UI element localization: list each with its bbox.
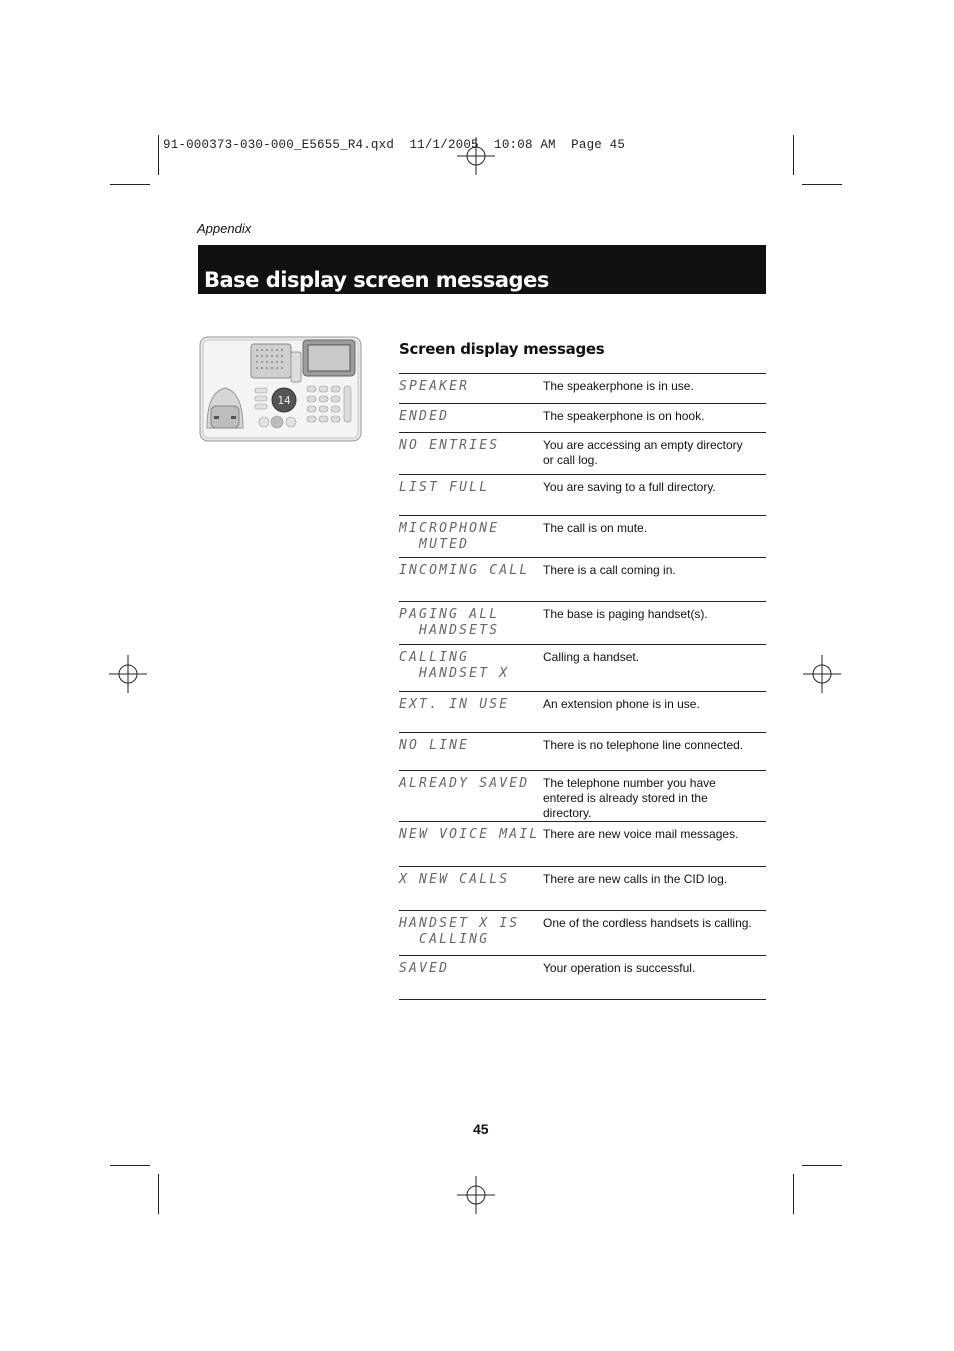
registration-mark-icon [803,655,841,693]
display-message-description: An extension phone is in use. [543,692,766,733]
table-row [399,771,766,822]
crop-mark [110,1165,150,1166]
display-message-description: The base is paging handset(s). [543,602,766,645]
crop-mark [110,184,150,185]
table-row [399,558,766,602]
table-row [399,867,766,911]
display-message-code: HANDSET X IS CALLING [399,911,543,956]
page-number: 45 [473,1121,489,1137]
phone-base-image [199,336,362,442]
messages-table [399,373,766,1000]
crop-mark [793,1174,794,1214]
print-slug: 91-000373-030-000_E5655_R4.qxd 11/1/2005 10:08 AM Page 45 [163,138,626,152]
table-row [399,433,766,475]
display-message-code: NO ENTRIES [399,433,543,475]
crop-mark [158,1174,159,1214]
display-message-code: SAVED [399,956,543,1000]
display-message-description: Your operation is successful. [543,956,766,1000]
registration-mark-icon [457,1176,495,1214]
display-message-description: There are new voice mail messages. [543,822,766,867]
display-message-code: SPEAKER [399,374,543,404]
display-message-code: NEW VOICE MAIL [399,822,543,867]
registration-mark-icon [109,655,147,693]
display-message-description: The call is on mute. [543,516,766,558]
display-message-description: Calling a handset. [543,645,766,692]
section-subheading: Screen display messages [399,340,605,358]
crop-mark [802,184,842,185]
display-message-code: X NEW CALLS [399,867,543,911]
crop-mark [793,135,794,175]
phone-display-digits: 14 [277,394,291,407]
display-message-description: There is no telephone line connected. [543,733,766,771]
display-message-description: One of the cordless handsets is calling. [543,911,766,956]
title-bar [198,245,766,294]
display-message-code: CALLING HANDSET X [399,645,543,692]
table-row [399,822,766,867]
table-row [399,645,766,692]
display-message-code: ALREADY SAVED [399,771,543,822]
table-row [399,602,766,645]
crop-mark [158,135,159,175]
display-message-code: PAGING ALL HANDSETS [399,602,543,645]
section-label: Appendix [197,221,252,236]
table-row [399,374,766,404]
table-row [399,516,766,558]
display-message-description: The speakerphone is on hook. [543,404,766,433]
display-message-code: INCOMING CALL [399,558,543,602]
table-row [399,911,766,956]
display-message-description: There is a call coming in. [543,558,766,602]
display-message-description: The telephone number you have entered is already stored in the directory. [543,771,766,822]
table-row [399,475,766,516]
display-message-description: You are accessing an empty directory or call log. [543,433,766,475]
display-message-description: You are saving to a full directory. [543,475,766,516]
display-message-code: ENDED [399,404,543,433]
display-message-code: MICROPHONE MUTED [399,516,543,558]
display-message-description: The speakerphone is in use. [543,374,766,404]
table-row [399,956,766,1000]
table-row [399,733,766,771]
table-row [399,692,766,733]
display-message-code: NO LINE [399,733,543,771]
crop-mark [802,1165,842,1166]
display-message-description: There are new calls in the CID log. [543,867,766,911]
display-message-code: EXT. IN USE [399,692,543,733]
table-row [399,404,766,433]
display-message-code: LIST FULL [399,475,543,516]
page-title: Base display screen messages [204,268,549,292]
